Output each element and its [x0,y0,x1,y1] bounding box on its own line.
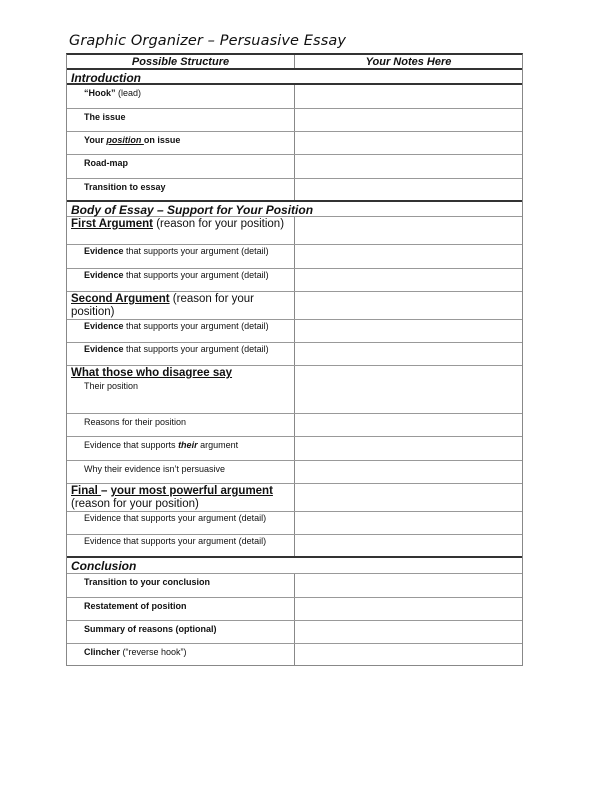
notes-cell[interactable] [295,621,522,643]
notes-cell[interactable] [295,109,522,131]
table-row [67,535,522,558]
structure-cell: Clincher (“reverse hook”) [67,644,295,666]
notes-cell[interactable] [295,320,522,342]
table-row [67,437,522,461]
notes-cell[interactable] [295,132,522,154]
disagree-row [67,366,522,414]
structure-cell: Restatement of position [67,598,295,620]
structure-cell: Evidence that supports your argument (detail) [67,512,295,534]
structure-cell: The issue [67,109,295,131]
section-heading: Introduction [71,71,141,85]
notes-cell[interactable] [295,269,522,291]
section-introduction [67,70,522,85]
notes-cell[interactable] [295,437,522,460]
section-heading: Body of Essay – Support for Your Position [71,203,314,217]
column-header-structure: Possible Structure [67,55,295,68]
structure-cell: Evidence that supports their argument [67,437,295,460]
argument-row [67,292,522,320]
table-row [67,320,522,343]
table-row [67,155,522,179]
column-header-notes: Your Notes Here [365,56,452,68]
argument-row [67,484,522,512]
notes-cell[interactable] [295,414,522,436]
table-row [67,574,522,598]
table-row [67,85,522,109]
table-row [67,644,522,666]
table-row [67,109,522,132]
notes-cell[interactable] [295,179,522,200]
structure-cell: “Hook” (lead) [67,85,295,108]
section-body [67,202,522,217]
notes-cell[interactable] [295,155,522,178]
table-row [67,269,522,292]
notes-cell[interactable] [295,245,522,268]
structure-cell: Reasons for their position [67,414,295,436]
structure-cell: Transition to your conclusion [67,574,295,597]
notes-cell[interactable] [295,85,522,108]
structure-cell: Evidence that supports your argument (detail) [67,343,295,365]
table-row [67,245,522,269]
disagree-heading: What those who disagree say [71,367,233,379]
organizer-table [66,53,523,666]
structure-cell: Evidence that supports your argument (detail) [67,535,295,556]
notes-cell[interactable] [295,574,522,597]
final-argument-label: Final – your most powerful argument (reason for your position) [67,484,295,511]
argument-row [67,217,522,245]
notes-cell[interactable] [295,217,522,244]
notes-cell[interactable] [295,461,522,483]
notes-cell[interactable] [295,644,522,666]
first-argument-label: First Argument (reason for your position) [67,217,295,244]
table-row [67,414,522,437]
notes-cell[interactable] [295,343,522,365]
table-row [67,621,522,644]
section-heading: Conclusion [71,559,137,573]
section-conclusion [67,558,522,574]
notes-cell[interactable] [295,292,522,319]
structure-cell [67,366,295,413]
structure-cell: Evidence that supports your argument (detail) [67,269,295,291]
second-argument-label: Second Argument (reason for your position) [67,292,295,319]
structure-cell: Road-map [67,155,295,178]
table-row [67,461,522,484]
table-row [67,179,522,202]
structure-cell: Summary of reasons (optional) [67,621,295,643]
table-header-row [67,55,522,70]
table-row [67,598,522,621]
structure-cell: Why their evidence isn’t persuasive [67,461,295,483]
structure-cell: Evidence that supports your argument (detail) [67,320,295,342]
table-row [67,343,522,366]
notes-cell[interactable] [295,512,522,534]
disagree-item: Their position [84,381,139,391]
table-row [67,132,522,155]
notes-cell[interactable] [295,598,522,620]
notes-cell[interactable] [295,484,522,511]
structure-cell: Evidence that supports your argument (detail) [67,245,295,268]
notes-cell[interactable] [295,366,522,413]
page-title: Graphic Organizer – Persuasive Essay [69,33,347,49]
structure-cell: Transition to essay [67,179,295,200]
table-row [67,512,522,535]
structure-cell: Your position on issue [67,132,295,154]
notes-cell[interactable] [295,535,522,556]
